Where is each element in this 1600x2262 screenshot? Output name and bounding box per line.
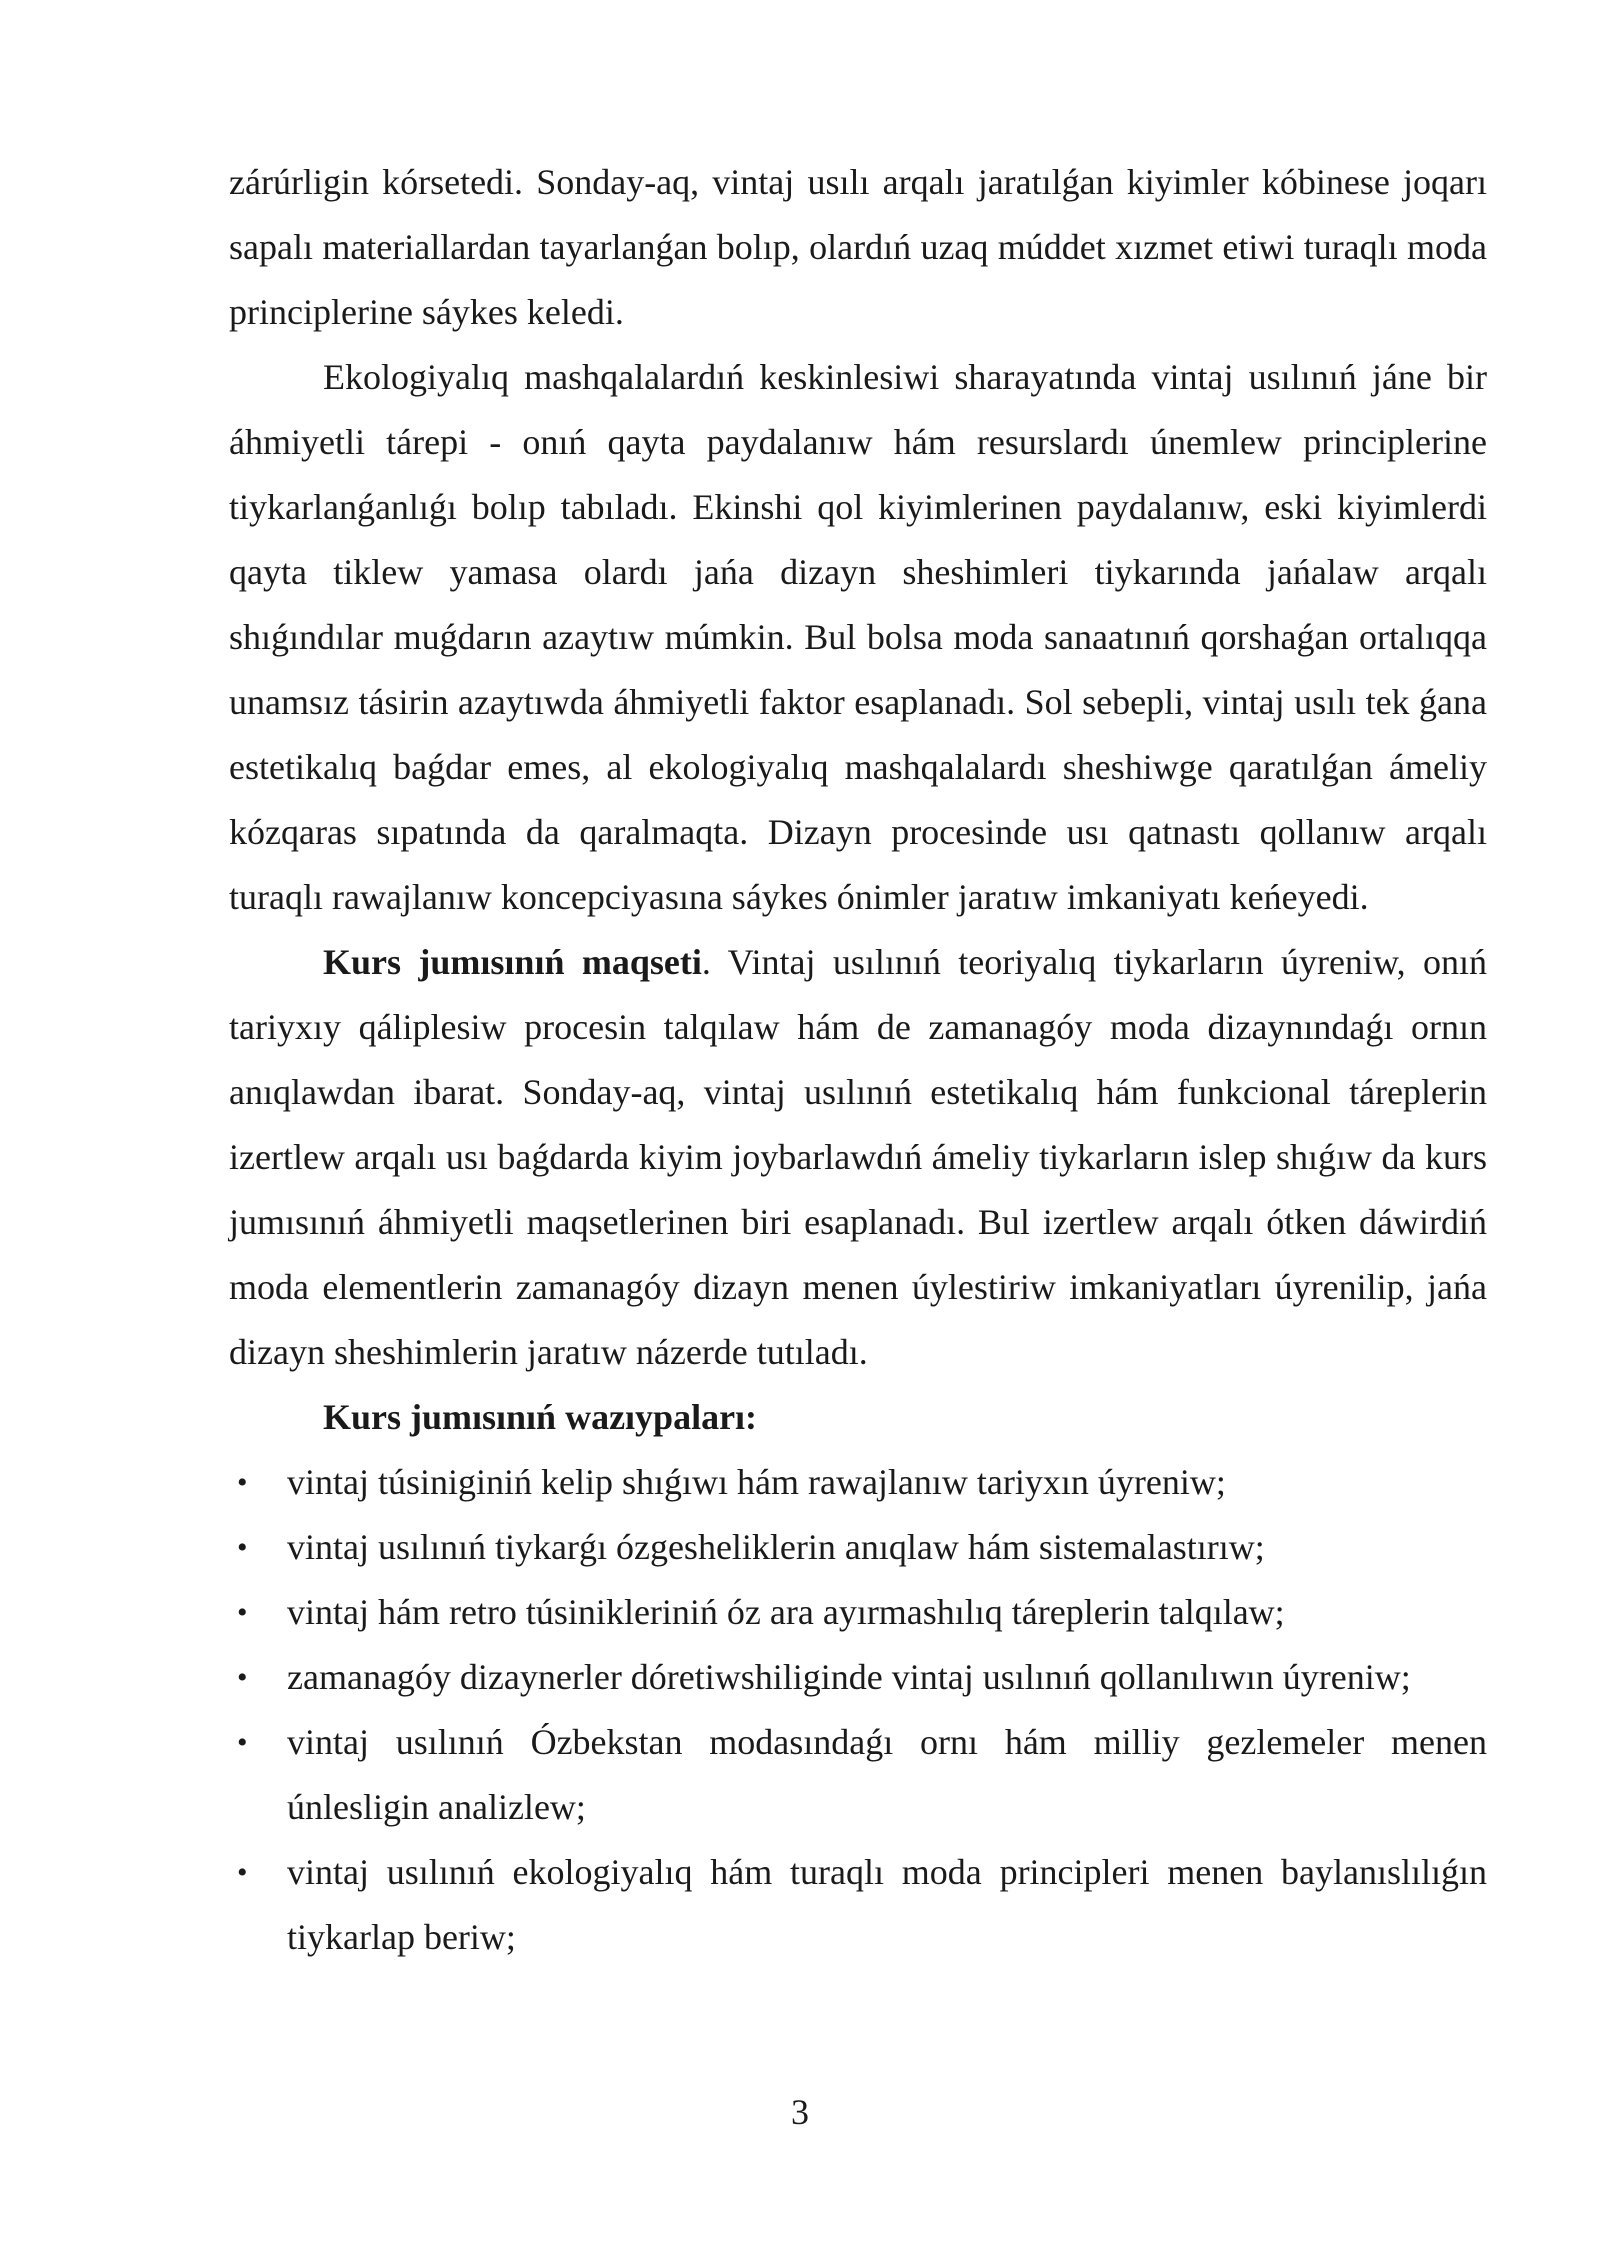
tasks-heading: Kurs jumısınıń wazıypaları:	[323, 1397, 758, 1437]
tasks-list	[229, 1450, 1487, 1970]
list-item	[229, 1580, 1487, 1645]
list-item	[229, 1645, 1487, 1710]
bullet-icon: •	[237, 1596, 248, 1629]
list-item-text: vintaj túsiniginiń kelip shıǵıwı hám rawajlanıw tariyxın úyreniw;	[287, 1462, 1226, 1502]
paragraph-ecology: Ekologiyalıq mashqalalardıń keskinlesiwi sharayatında vintaj usılınıń jáne bir áhmiyetli tárepi - onıń qayta paydalanıw hám resurslardı únemlew principlerine tiykarlanǵanlıǵı bolıp tabıladı. Ekinshi qol kiyimlerinen paydalanıw, eski kiyimlerdi qayta tiklew yamasa olardı jańa dizayn sheshimleri tiykarında jańalaw arqalı shıǵındılar muǵdarın azaytıw múmkin. Bul bolsa moda sanaatınıń qorshaǵan ortalıqqa unamsız tásirin azaytıwda áhmiyetli faktor esaplanadı. Sol sebepli, vintaj usılı tek ǵana estetikalıq baǵdar emes, al ekologiyalıq mashqalalardı sheshiwge qaratılǵan ámeliy kózqaras sıpatında da qaralmaqta. Dizayn procesinde usı qatnastı qollanıw arqalı turaqlı rawajlanıw koncepciyasına sáykes ónimler jaratıw imkaniyatı keńeyedi.	[229, 357, 1487, 917]
list-item	[229, 1840, 1487, 1970]
list-item-text: vintaj hám retro túsinikleriniń óz ara ayırmashılıq táreplerin talqılaw;	[287, 1592, 1285, 1632]
list-item	[229, 1710, 1487, 1840]
goal-body: . Vintaj usılınıń teoriyalıq tiykarların úyreniw, onıń tariyxıy qáliplesiw procesin talqılaw hám de zamanagóy moda dizaynındaǵı ornın anıqlawdan ibarat. Sonday-aq, vintaj usılınıń estetikalıq hám funkcional táreplerin izertlew arqalı usı baǵdarda kiyim joybarlawdıń ámeliy tiykarların islep shıǵıw da kurs jumısınıń áhmiyetli maqsetlerinen biri esaplanadı. Bul izertlew arqalı ótken dáwirdiń moda elementlerin zamanagóy dizayn menen úylestiriw imkaniyatları úyrenilip, jańa dizayn sheshimlerin jaratıw názerde tutıladı.	[229, 942, 1488, 1372]
list-item-text: zamanagóy dizaynerler dóretiwshiliginde vintaj usılınıń qollanılıwın úyreniw;	[287, 1657, 1411, 1697]
page-number: 3	[791, 2092, 809, 2132]
bullet-icon: •	[237, 1661, 248, 1694]
list-item-text: vintaj usılınıń Ózbekstan modasındaǵı ornı hám milliy gezlemeler menen únlesligin analizlew;	[287, 1722, 1487, 1827]
paragraph-goal	[229, 930, 1487, 1385]
page-content	[229, 150, 1487, 1970]
list-item-text: vintaj usılınıń ekologiyalıq hám turaqlı moda principleri menen baylanıslılıǵın tiykarlap beriw;	[287, 1852, 1487, 1957]
list-item	[229, 1450, 1487, 1515]
bullet-icon: •	[237, 1856, 248, 1889]
goal-heading: Kurs jumısınıń maqseti	[323, 942, 702, 982]
bullet-icon: •	[237, 1466, 248, 1499]
bullet-icon: •	[237, 1531, 248, 1564]
bullet-icon: •	[237, 1726, 248, 1759]
list-item-text: vintaj usılınıń tiykarǵı ózgesheliklerin anıqlaw hám sistemalastırıw;	[287, 1527, 1265, 1567]
list-item	[229, 1515, 1487, 1580]
paragraph-continuation: zárúrligin kórsetedi. Sonday-aq, vintaj usılı arqalı jaratılǵan kiyimler kóbinese joqarı sapalı materiallardan tayarlanǵan bolıp, olardıń uzaq múddet xızmet etiwi turaqlı moda principlerine sáykes keledi.	[229, 162, 1487, 332]
